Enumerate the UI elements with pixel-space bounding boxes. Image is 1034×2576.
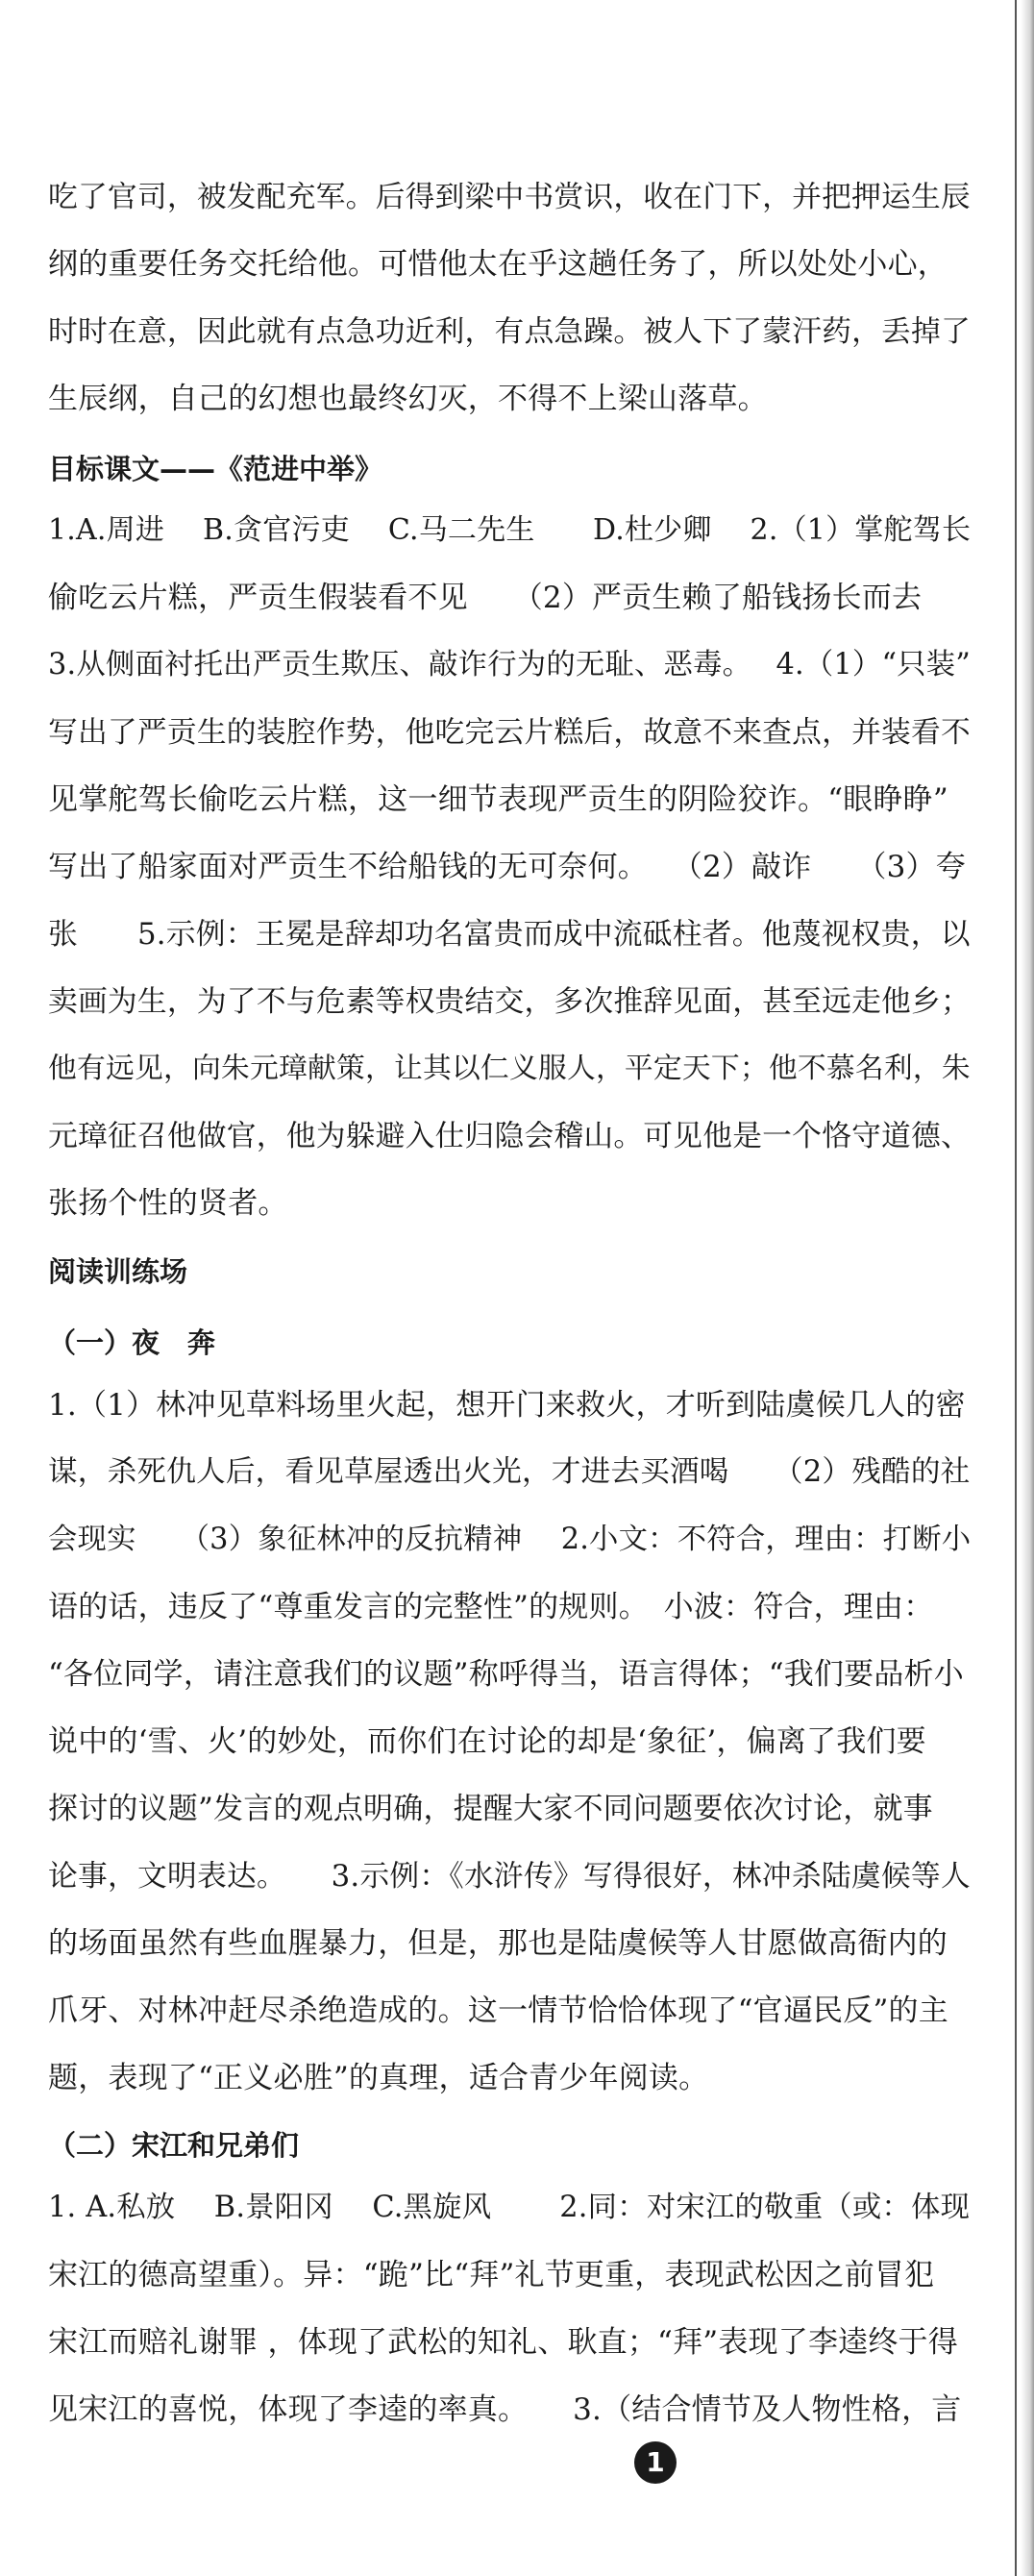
text-line: 生辰纲，自己的幻想也最终幻灭，不得不上梁山落草。 bbox=[48, 382, 768, 416]
section-heading: 目标课文——《范进中举》 bbox=[48, 453, 383, 485]
text-line: “各位同学，请注意我们的议题”称呼得当，语言得体；“我们要品析小 bbox=[48, 1657, 964, 1692]
scan-edge-line bbox=[1015, 0, 1017, 2576]
text-line: 偷吃云片糕，严贡生假装看不见 （2）严贡生赖了船钱扬长而去 bbox=[48, 581, 923, 615]
page-number-badge: 1 bbox=[634, 2441, 677, 2484]
text-line: 宋江的德高望重）。异：“跪”比“拜”礼节更重，表现武松因之前冒犯 bbox=[48, 2258, 935, 2292]
text-line: 题，表现了“正义必胜”的真理，适合青少年阅读。 bbox=[48, 2061, 709, 2095]
text-line: 论事，文明表达。 3.示例：《水浒传》写得很好，林冲杀陆虞候等人 bbox=[48, 1859, 971, 1894]
text-line: 会现实 （3）象征林冲的反抗精神 2.小文：不符合，理由：打断小 bbox=[48, 1523, 972, 1556]
text-line: 张 5.示例：王冕是辞却功名富贵而成中流砥柱者。他蔑视权贵，以 bbox=[48, 917, 971, 952]
text-line: 写出了船家面对严贡生不给船钱的无可奈何。 （2）敲诈 （3）夸 bbox=[48, 850, 966, 884]
section-heading: 阅读训练场 bbox=[48, 1255, 188, 1288]
text-line: 爪牙、对林冲赶尽杀绝造成的。这一情节恰恰体现了“官逼民反”的主 bbox=[48, 1994, 948, 2028]
text-line: 1. A.私放 B.景阳冈 C.黑旋风 2.同：对宋江的敬重（或：体现 bbox=[48, 2191, 971, 2224]
text-line: 纲的重要任务交托给他。可惜他太在乎这趟任务了，所以处处小心， bbox=[48, 247, 948, 282]
text-line: 语的话，违反了“尊重发言的完整性”的规则。 小波：符合，理由： bbox=[48, 1590, 934, 1624]
text-line: 见宋江的喜悦，体现了李逵的率真。 3.（结合情节及人物性格，言 bbox=[48, 2392, 962, 2427]
subsection-heading: （一）夜 奔 bbox=[48, 1326, 216, 1359]
text-line: 吃了官司，被发配充军。后得到梁中书赏识，收在门下，并把押运生辰 bbox=[48, 180, 971, 214]
text-line: 探讨的议题”发言的观点明确，提醒大家不同问题要依次讨论，就事 bbox=[48, 1792, 933, 1826]
text-line: 卖画为生，为了不与危素等权贵结交，多次推辞见面，甚至远走他乡； bbox=[48, 984, 971, 1019]
subsection-heading: （二）宋江和兄弟们 bbox=[48, 2129, 300, 2162]
text-line: 1.（1）林冲见草料场里火起，想开门来救火，才听到陆虞候几人的密 bbox=[48, 1388, 966, 1423]
text-line: 宋江而赔礼谢罪 ，体现了武松的知礼、耿直；“拜”表现了李逵终于得 bbox=[48, 2325, 958, 2360]
scan-edge-shadow bbox=[1021, 0, 1034, 2576]
text-line: 时时在意，因此就有点急功近利，有点急躁。被人下了蒙汗药，丢掉了 bbox=[48, 314, 971, 349]
text-line: 的场面虽然有些血腥暴力，但是，那也是陆虞候等人甘愿做高衙内的 bbox=[48, 1926, 948, 1961]
text-line: 他有远见，向朱元璋献策，让其以仁义服人，平定天下；他不慕名利，朱 bbox=[48, 1052, 971, 1085]
text-line: 说中的‘雪、火’的妙处，而你们在讨论的却是‘象征’，偏离了我们要 bbox=[48, 1724, 926, 1759]
text-line: 元璋征召他做官，他为躲避入仕归隐会稽山。可见他是一个恪守道德、 bbox=[48, 1119, 971, 1153]
text-line: 3.从侧面衬托出严贡生欺压、敲诈行为的无耻、恶毒。 4.（1）“只装” bbox=[48, 648, 972, 681]
text-line: 谋，杀死仇人后，看见草屋透出火光，才进去买酒喝 （2）残酷的社 bbox=[48, 1455, 971, 1489]
text-line: 写出了严贡生的装腔作势，他吃完云片糕后，故意不来查点，并装看不 bbox=[48, 715, 971, 750]
text-line: 见掌舵驾长偷吃云片糕，这一细节表现严贡生的阴险狡诈。“眼睁睁” bbox=[48, 782, 948, 817]
text-line: 1.A.周进 B.贪官污吏 C.马二先生 D.杜少卿 2.（1）掌舵驾长 bbox=[48, 513, 972, 547]
text-line: 张扬个性的贤者。 bbox=[48, 1186, 288, 1221]
